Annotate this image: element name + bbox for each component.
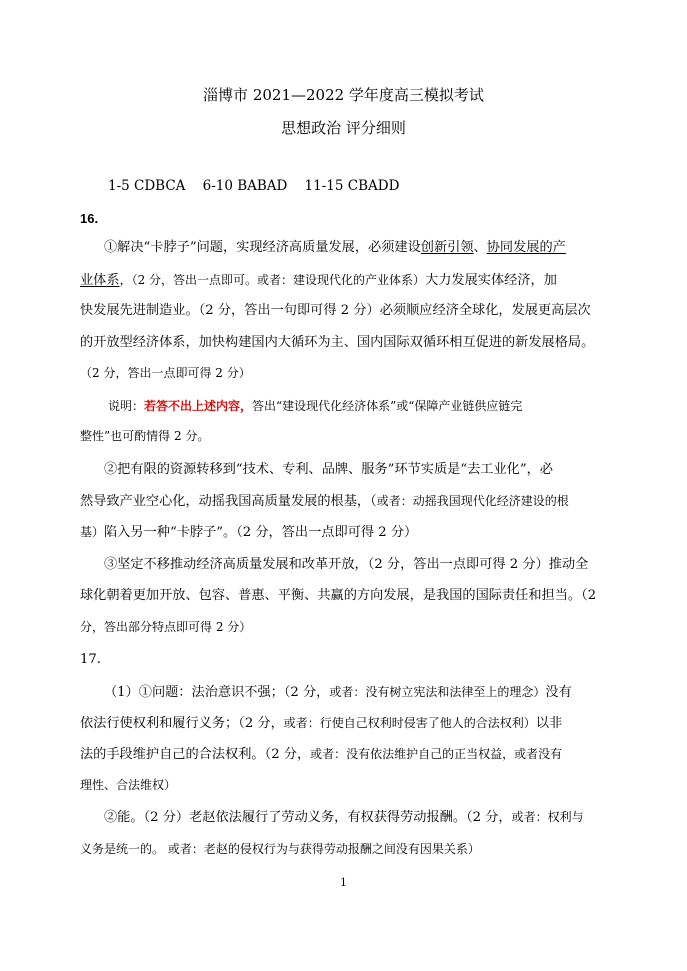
q17-p2-line1: ②能。（2 分）老赵依法履行了劳动义务，有权获得劳动报酬。（2 分，或者：权利与 [104,810,584,825]
q16-p2-line2: 然导致产业空心化，动摇我国高质量发展的根基，（或者：动摇我国现代化经济建设的根 [80,494,569,509]
q17-p1-line4: 理性、合法维权） [80,778,177,792]
q16-p1-line5: （2 分，答出一点即可得 2 分） [80,366,251,380]
q17-p2-line2: 义务是统一的。 或者：老赵的侵权行为与获得劳动报酬之间没有因果关系） [80,842,480,856]
q17-p1-line3: 法的手段维护自己的合法权利。（2 分，或者：没有依法维护自己的正当权益，或者没有 [80,747,563,762]
q16-p3-line1: ③坚定不移推动经济高质量发展和改革开放，（2 分，答出一点即可得 2 分）推动全 [104,557,589,572]
q16-p1-line4: 的开放型经济体系，加快构建国内大循环为主、国内国际双循环相互促进的新发展格局。 [80,335,595,350]
q16-note-line1: 说明：若答不出上述内容，答出“建设现代化经济体系”或“保障产业链供应链完 [108,399,523,413]
q16-p2-line1: ②把有限的资源转移到“技术、专利、品牌、服务”环节实质是“去工业化”，必 [104,462,553,477]
document-subtitle: 思想政治 评分细则 [281,119,406,137]
q17-p1-line2: 依法行使权利和履行义务；（2 分，或者：行使自己权利时侵害了他人的合法权利）以非 [80,716,563,731]
page-number: 1 [340,876,347,889]
q16-p1-line2: 业体系，（2 分，答出一点即可。或者：建设现代化的产业体系）大力发展实体经济，加 [80,273,557,288]
document-title: 淄博市 2021—2022 学年度高三模拟考试 [203,86,484,104]
q16-p1-line1: ①解决“卡脖子”问题，实现经济高质量发展，必须建设创新引领、协同发展的产 [104,240,566,255]
q16-p3-line2: 球化朝着更加开放、包容、普惠、平衡、共赢的方向发展，是我国的国际责任和担当。（2 [80,588,597,603]
q16-p3-line3: 分，答出部分特点即可得 2 分） [80,620,252,634]
q17-p1-line1: （1）①问题：法治意识不强；（2 分，或者：没有树立宪法和法律至上的理念）没有 [104,685,572,700]
q16-p2-line3: 基）陷入另一种“卡脖子”。（2 分，答出一点即可得 2 分） [80,525,418,540]
question-16-number: 16. [80,211,99,226]
question-17-number: 17. [80,652,101,667]
q16-note-line2: 整性”也可酌情得 2 分。 [80,429,210,443]
choice-answers: 1-5 CDBCA 6-10 BABAD 11-15 CBADD [108,178,400,194]
q16-p1-line3: 快发展先进制造业。（2 分，答出一句即可得 2 分）必须顺应经济全球化，发展更高层次 [80,303,591,318]
